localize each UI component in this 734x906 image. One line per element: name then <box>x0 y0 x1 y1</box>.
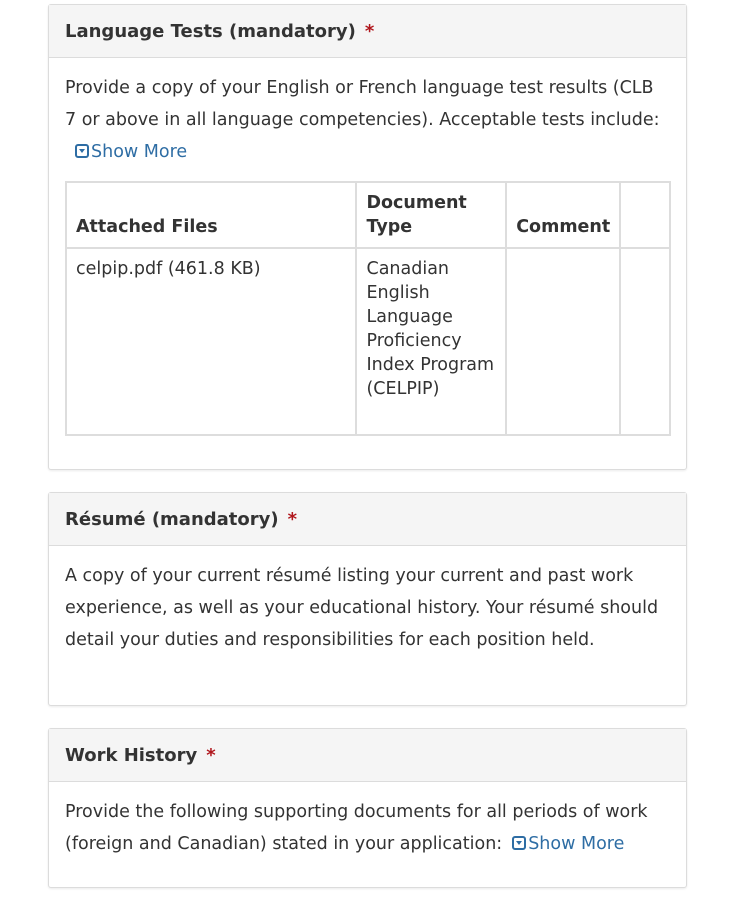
resume-body <box>49 546 686 656</box>
show-more-label: Show More <box>91 142 188 162</box>
required-marker: * <box>287 508 298 530</box>
document-type-cell: Canadian English Language Proficiency Index Program (CELPIP) <box>356 248 506 435</box>
column-header-attached-files: Attached Files <box>66 182 356 248</box>
resume-title: Résumé (mandatory) <box>65 508 279 530</box>
required-marker: * <box>206 744 216 766</box>
language-tests-body <box>49 58 686 168</box>
work-history-title: Work History <box>65 744 198 766</box>
comment-cell <box>506 248 620 435</box>
language-tests-heading <box>49 5 686 58</box>
work-history-body <box>49 782 686 860</box>
table-header-row <box>66 182 670 248</box>
column-header-actions <box>620 182 670 248</box>
expand-toggle-icon <box>512 836 526 850</box>
required-marker: * <box>364 20 375 42</box>
column-header-document-type: Document Type <box>356 182 506 248</box>
resume-panel <box>48 492 687 706</box>
work-history-heading <box>49 729 686 782</box>
attached-file-name: celpip.pdf (461.8 KB) <box>66 248 356 435</box>
show-more-link[interactable] <box>512 834 624 854</box>
resume-heading <box>49 493 686 546</box>
language-tests-description: Provide a copy of your English or French language test results (CLB 7 or above in all language competencies). Acceptable tests include: <box>65 78 660 130</box>
language-tests-panel <box>48 4 687 470</box>
show-more-label: Show More <box>528 834 625 854</box>
column-header-comment: Comment <box>506 182 620 248</box>
work-history-description: Provide the following supporting documents for all periods of work (foreign and Canadian) stated in your application: <box>65 802 648 854</box>
resume-description: A copy of your current résumé listing your current and past work experience, as well as your educational history. Your résumé should detail your duties and responsibilities for each position held. <box>65 566 659 650</box>
attached-files-table <box>65 181 671 436</box>
table-row <box>66 248 670 435</box>
actions-cell <box>620 248 670 435</box>
work-history-panel <box>48 728 687 888</box>
expand-toggle-icon <box>75 144 89 158</box>
show-more-link[interactable] <box>75 142 187 162</box>
language-tests-title: Language Tests (mandatory) <box>65 20 356 42</box>
